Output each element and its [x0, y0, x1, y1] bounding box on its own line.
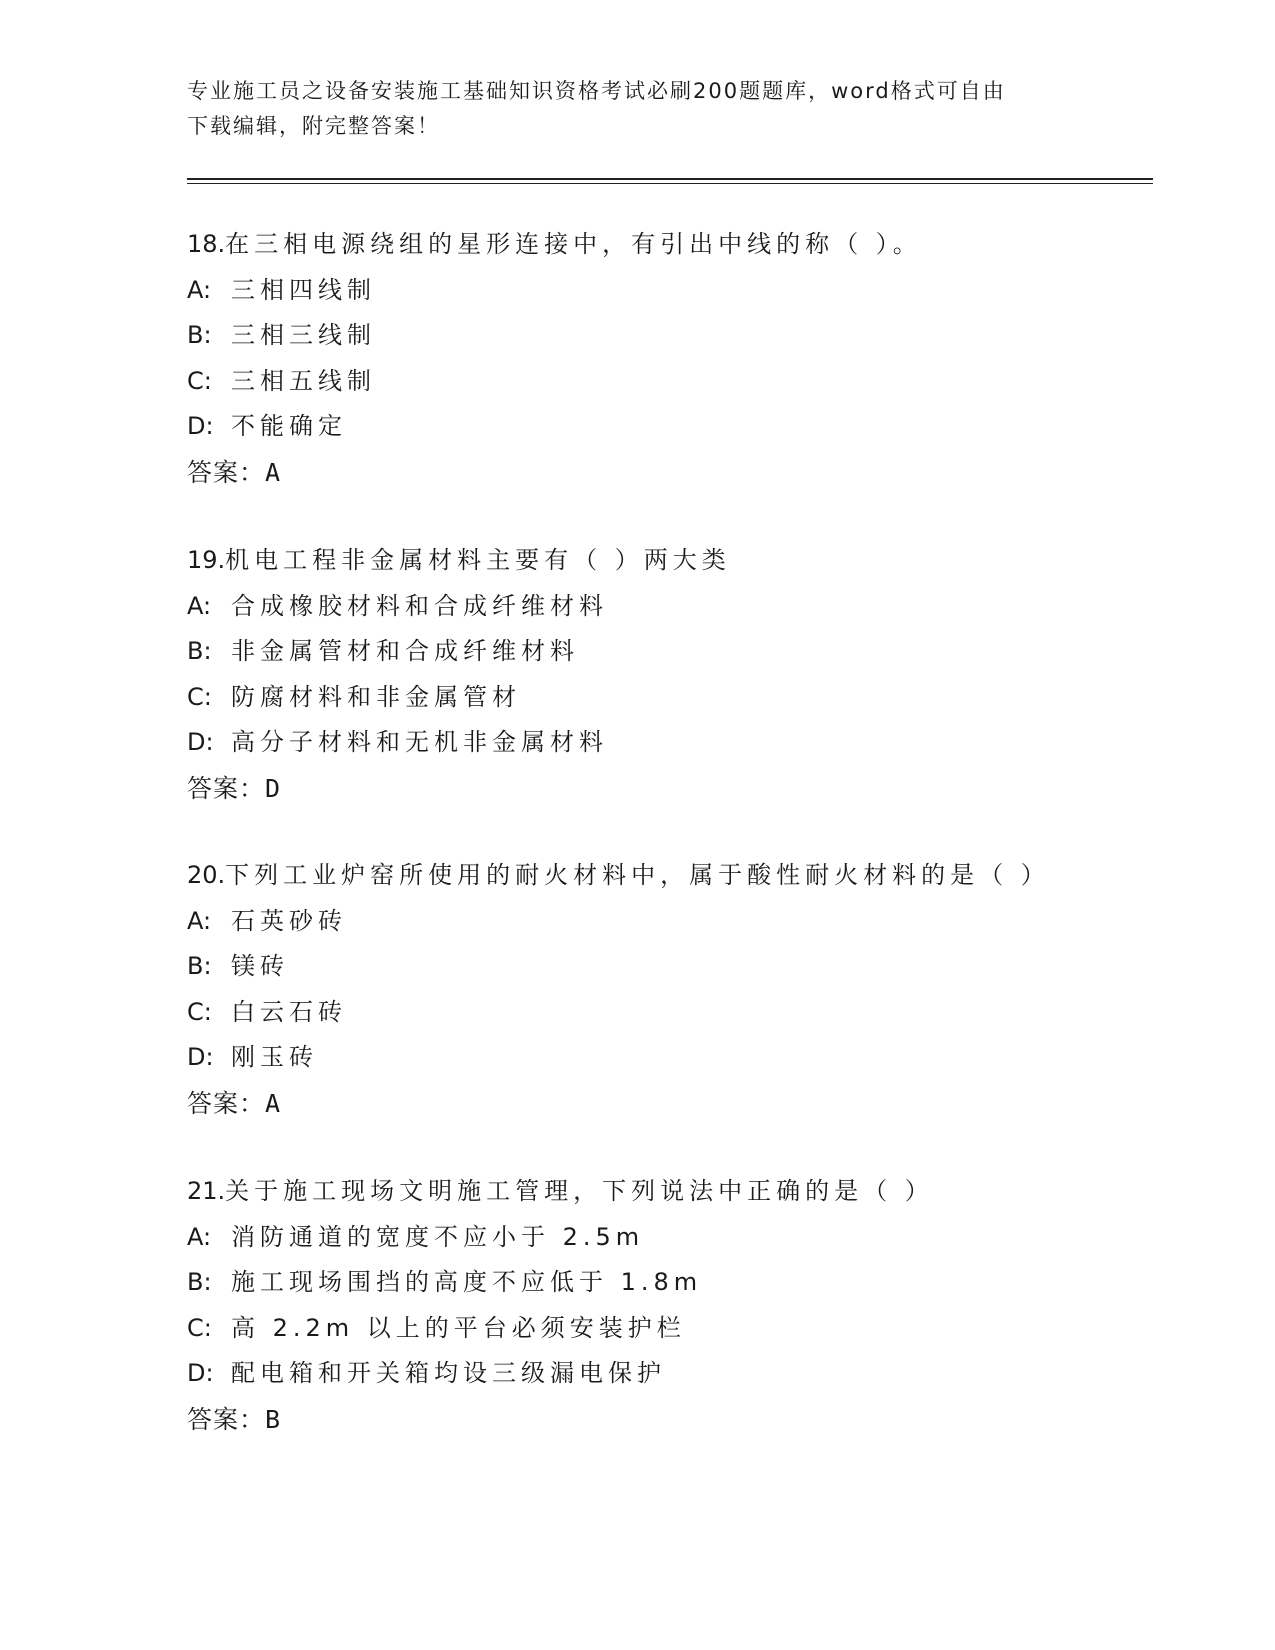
option-text: 防腐材料和非金属管材: [231, 682, 521, 711]
option-text: 刚玉砖: [231, 1043, 318, 1071]
option-letter: B:: [187, 637, 212, 665]
option-letter: D:: [187, 412, 214, 440]
answer-line: [187, 450, 1167, 496]
header-divider-thin: [187, 183, 1153, 184]
option-letter: D:: [187, 1359, 214, 1387]
header-divider-thick: [187, 178, 1153, 180]
option-text: 石英砂砖: [231, 906, 347, 935]
question-stem: [187, 853, 1167, 899]
option-letter: A:: [187, 275, 212, 304]
question-21: [187, 1169, 1167, 1442]
question-text: 关于施工现场文明施工管理，下列说法中正确的是（ ）: [225, 1177, 934, 1205]
option-letter: C:: [187, 1313, 212, 1342]
document-header: [187, 74, 1087, 144]
question-text: 机电工程非金属材料主要有（ ）两大类: [225, 546, 731, 574]
answer-value: B: [265, 1404, 282, 1434]
option-text: 三相三线制: [231, 321, 376, 349]
question-number: 21.: [187, 1177, 226, 1205]
question-number: 20.: [187, 861, 226, 889]
option-letter: B:: [187, 321, 212, 349]
option-letter: B:: [187, 1268, 212, 1296]
option-text: 镁砖: [231, 952, 289, 980]
option-letter: C:: [187, 997, 212, 1026]
question-19: [187, 538, 1167, 811]
option-letter: B:: [187, 952, 212, 980]
option-b: [187, 1260, 1167, 1306]
header-line-1: 专业施工员之设备安装施工基础知识资格考试必刷200题题库，word格式可自由: [187, 79, 1006, 103]
option-c: [187, 990, 1167, 1036]
question-20: [187, 853, 1167, 1126]
option-text: 施工现场围挡的高度不应低于 1.8m: [231, 1268, 703, 1296]
option-text: 三相五线制: [231, 366, 376, 395]
option-text: 合成橡胶材料和合成纤维材料: [231, 591, 608, 620]
option-text: 高分子材料和无机非金属材料: [231, 728, 608, 756]
option-text: 白云石砖: [231, 997, 347, 1026]
option-a: [187, 268, 1167, 314]
option-c: [187, 1306, 1167, 1352]
option-a: [187, 1215, 1167, 1261]
option-b: [187, 944, 1167, 990]
question-stem: [187, 222, 1167, 268]
option-letter: C:: [187, 682, 212, 711]
option-text: 消防通道的宽度不应小于 2.5m: [231, 1222, 645, 1251]
option-c: [187, 675, 1167, 721]
option-letter: A:: [187, 906, 212, 935]
option-letter: D:: [187, 728, 214, 756]
option-text: 高 2.2m 以上的平台必须安装护栏: [231, 1313, 686, 1342]
question-stem: [187, 538, 1167, 584]
answer-value: D: [265, 773, 282, 803]
option-b: [187, 629, 1167, 675]
option-c: [187, 359, 1167, 405]
answer-label: 答案：: [187, 1404, 266, 1434]
question-18: [187, 222, 1167, 495]
question-number: 19.: [187, 546, 226, 574]
option-d: [187, 404, 1167, 450]
answer-value: A: [265, 457, 282, 487]
option-letter: A:: [187, 1222, 212, 1251]
option-d: [187, 1035, 1167, 1081]
answer-label: 答案：: [187, 773, 266, 803]
option-d: [187, 1351, 1167, 1397]
option-text: 非金属管材和合成纤维材料: [231, 637, 579, 665]
question-text: 下列工业炉窑所使用的耐火材料中，属于酸性耐火材料的是（ ）: [225, 861, 1050, 889]
answer-line: [187, 766, 1167, 812]
option-letter: D:: [187, 1043, 214, 1071]
question-text: 在三相电源绕组的星形连接中，有引出中线的称（ ）。: [225, 230, 922, 258]
option-letter: C:: [187, 366, 212, 395]
question-stem: [187, 1169, 1167, 1215]
answer-line: [187, 1397, 1167, 1443]
answer-value: A: [265, 1088, 282, 1118]
option-d: [187, 720, 1167, 766]
header-line-2: 下载编辑，附完整答案！: [187, 114, 440, 138]
option-text: 三相四线制: [231, 275, 376, 304]
answer-line: [187, 1081, 1167, 1127]
option-a: [187, 899, 1167, 945]
answer-label: 答案：: [187, 457, 266, 487]
option-text: 不能确定: [231, 412, 347, 440]
option-letter: A:: [187, 591, 212, 620]
option-b: [187, 313, 1167, 359]
option-a: [187, 584, 1167, 630]
question-number: 18.: [187, 230, 226, 258]
option-text: 配电箱和开关箱均设三级漏电保护: [231, 1359, 666, 1387]
answer-label: 答案：: [187, 1088, 266, 1118]
